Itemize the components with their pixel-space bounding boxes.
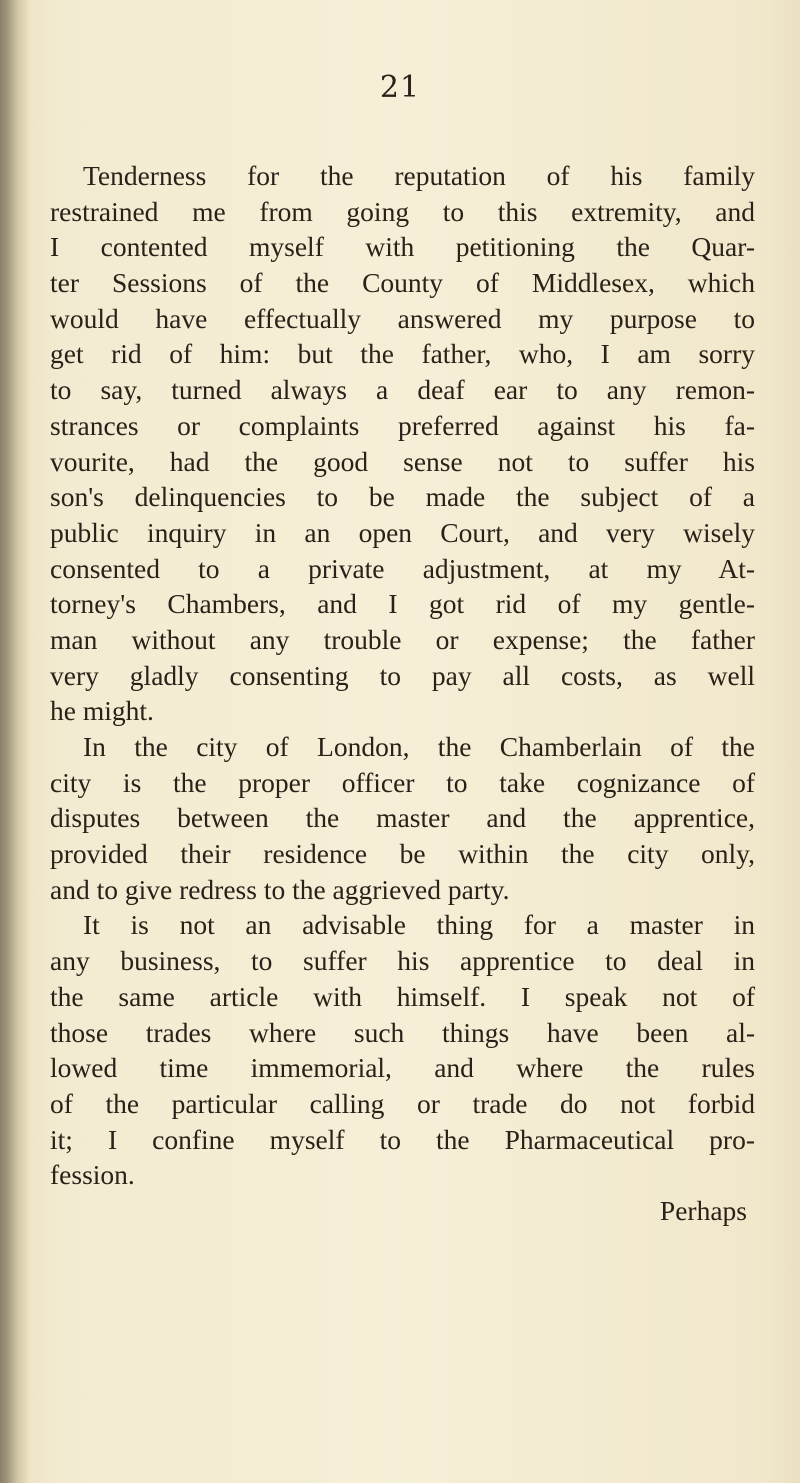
text-line: those trades where such things have been al-	[50, 1016, 755, 1048]
text-line: any business, to suffer his apprentice to deal in	[50, 945, 755, 977]
text-line: lowed time immemorial, and where the rules	[50, 1052, 755, 1084]
text-line: It is not an advisable thing for a master in	[83, 909, 755, 941]
text-line: I contented myself with petitioning the Quar-	[50, 231, 755, 263]
text-line: In the city of London, the Chamberlain of the	[83, 731, 755, 762]
text-line: strances or complaints preferred against his fa-	[50, 409, 755, 441]
text-line: city is the proper officer to take cognizance of	[50, 766, 755, 798]
text-line: provided their residence be within the city only,	[50, 838, 755, 870]
text-line: vourite, had the good sense not to suffer his	[50, 445, 755, 477]
text-line: ter Sessions of the County of Middlesex, which	[50, 267, 755, 299]
text-line: get rid of him: but the father, who, I am sorry	[50, 338, 755, 370]
text-line: very gladly consenting to pay all costs, as well	[50, 659, 755, 691]
catchword: Perhaps	[659, 1194, 747, 1226]
text-line: restrained me from going to this extremity, and	[50, 195, 755, 227]
body-text	[50, 158, 755, 1229]
text-line: man without any trouble or expense; the father	[50, 623, 755, 655]
text-line: public inquiry in an open Court, and very wisely	[50, 516, 755, 548]
text-line: it; I confine myself to the Pharmaceutical pro-	[50, 1123, 755, 1155]
text-line: torney's Chambers, and I got rid of my gentle-	[50, 588, 755, 620]
text-line: would have effectually answered my purpose to	[50, 302, 755, 334]
text-line: disputes between the master and the apprentice,	[50, 802, 755, 834]
text-line: he might.	[50, 695, 154, 727]
text-line: the same article with himself. I speak not of	[50, 980, 755, 1012]
page-number: 21	[379, 70, 421, 105]
text-line: consented to a private adjustment, at my At-	[50, 552, 755, 584]
text-line: and to give redress to the aggrieved party.	[50, 873, 510, 905]
text-line: son's delinquencies to be made the subject of a	[50, 481, 755, 513]
text-line: Tenderness for the reputation of his family	[83, 160, 755, 191]
text-line: fession.	[50, 1159, 135, 1191]
binding-gutter	[0, 0, 28, 1483]
text-line: of the particular calling or trade do not forbid	[50, 1087, 755, 1119]
text-line: to say, turned always a deaf ear to any remon-	[50, 374, 755, 406]
